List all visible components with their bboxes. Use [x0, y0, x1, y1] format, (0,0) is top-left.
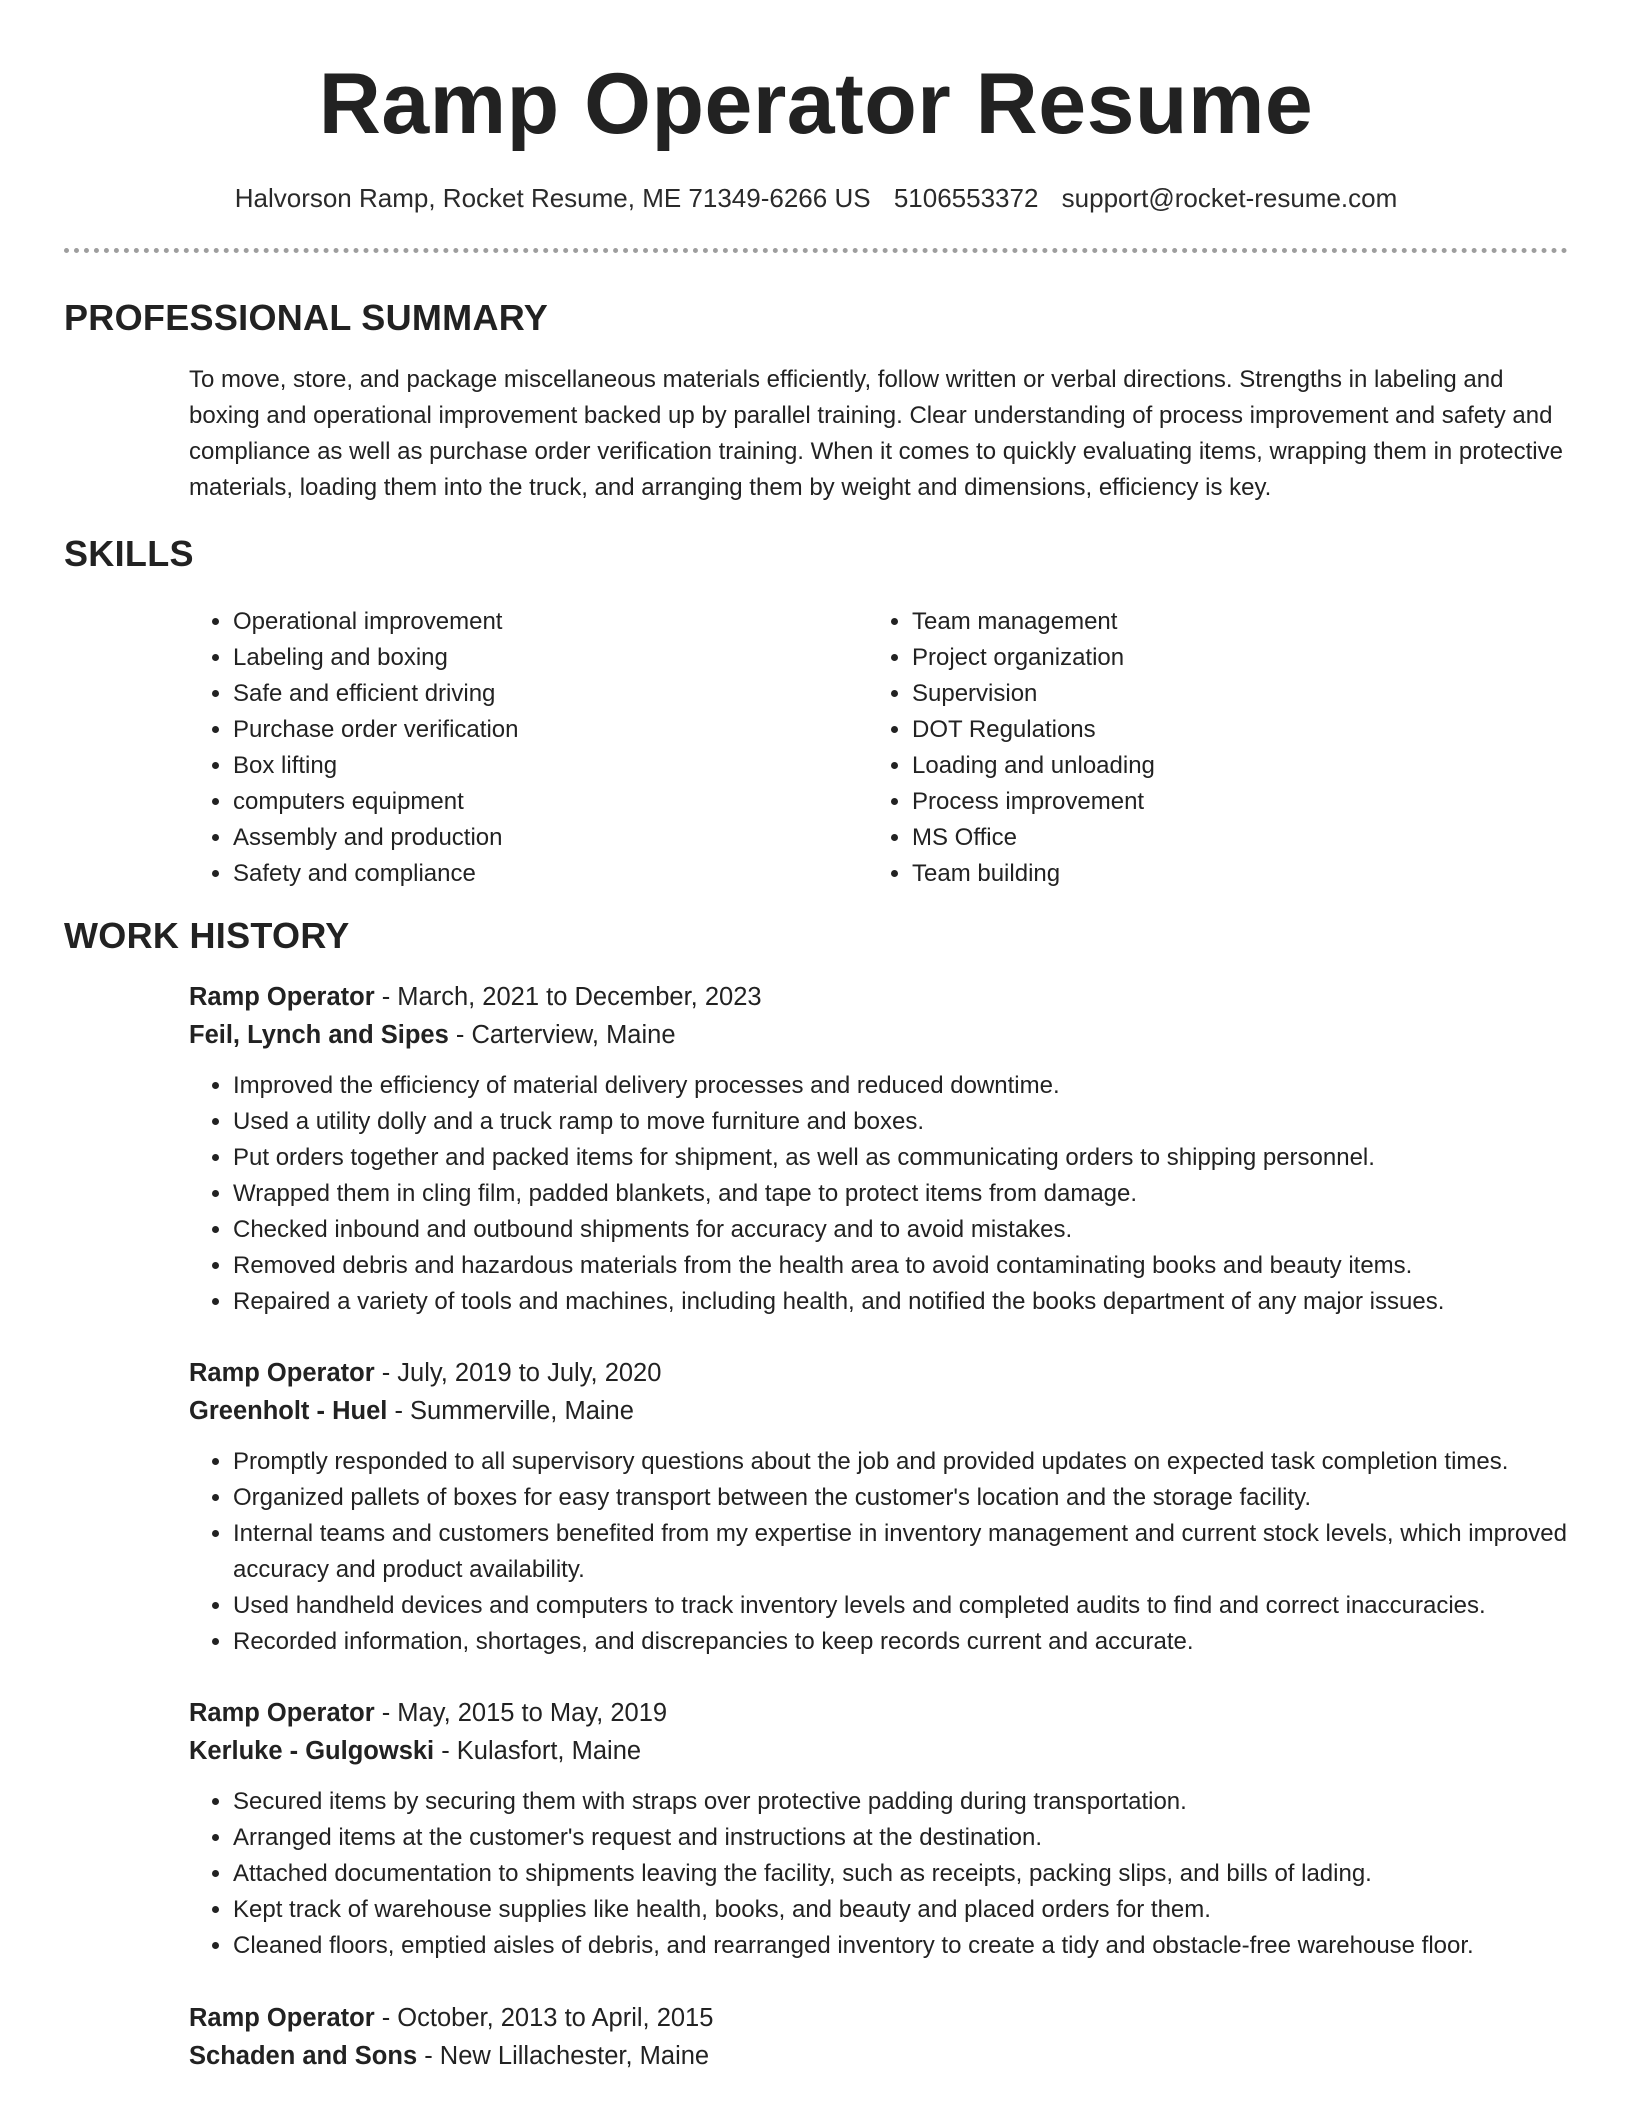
job-duty: • Checked inbound and outbound shipments for accuracy and to avoid mistakes.: [233, 1212, 1569, 1248]
job-duty: • Wrapped them in cling film, padded blankets, and tape to protect items from damage.: [233, 1176, 1569, 1212]
job-entry: [189, 1694, 1569, 1964]
contact-phone: 5106553372: [893, 183, 1039, 213]
job-company-line: [189, 2037, 1569, 2075]
job-duties: [189, 1444, 1569, 1660]
skill-item: • Safety and compliance: [233, 856, 829, 892]
job-title-line: [189, 978, 1569, 1016]
header-divider: [64, 248, 1568, 253]
job-entry: [189, 978, 1569, 1320]
skills-column-right: [868, 604, 1508, 892]
skill-item: • Process improvement: [912, 784, 1508, 820]
job-dates: - May, 2015 to May, 2019: [374, 1699, 668, 1727]
skill-item: • Project organization: [912, 640, 1508, 676]
job-company: Greenholt - Huel: [189, 1397, 388, 1425]
skill-item: • Labeling and boxing: [233, 640, 829, 676]
summary-section: [189, 362, 1569, 506]
job-duty: • Removed debris and hazardous materials from the health area to avoid contaminating books and beauty items.: [233, 1248, 1569, 1284]
summary-heading: PROFESSIONAL SUMMARY: [64, 297, 549, 338]
skill-item: • Team building: [912, 856, 1508, 892]
job-entry: [189, 1354, 1569, 1660]
job-duties: [189, 1784, 1569, 1964]
skills-heading: SKILLS: [64, 533, 194, 574]
skill-item: • DOT Regulations: [912, 712, 1508, 748]
skill-item: • Purchase order verification: [233, 712, 829, 748]
contact-email: support@rocket-resume.com: [1061, 183, 1398, 213]
job-duty: • Used handheld devices and computers to track inventory levels and completed audits to find and correct inaccuracies.: [233, 1588, 1569, 1624]
job-dates: - March, 2021 to December, 2023: [374, 983, 762, 1011]
job-title-line: [189, 1694, 1569, 1732]
skill-item: • computers equipment: [233, 784, 829, 820]
job-title-line: [189, 1354, 1569, 1392]
job-title: Ramp Operator: [189, 1699, 375, 1727]
job-duty: • Cleaned floors, emptied aisles of debris, and rearranged inventory to create a tidy and obstacle-free warehouse floor.: [233, 1928, 1569, 1964]
skill-item: • Supervision: [912, 676, 1508, 712]
job-title-line: [189, 1999, 1569, 2037]
skill-item: • Safe and efficient driving: [233, 676, 829, 712]
skill-item: • Team management: [912, 604, 1508, 640]
job-duty: • Organized pallets of boxes for easy transport between the customer's location and the storage facility.: [233, 1480, 1569, 1516]
job-duty: • Kept track of warehouse supplies like health, books, and beauty and placed orders for them.: [233, 1892, 1569, 1928]
skill-item: • Operational improvement: [233, 604, 829, 640]
work-history-heading: WORK HISTORY: [64, 915, 350, 956]
skill-item: • Loading and unloading: [912, 748, 1508, 784]
skills-column-left: [189, 604, 829, 892]
job-duty: • Put orders together and packed items for shipment, as well as communicating orders to shipping personnel.: [233, 1140, 1569, 1176]
job-location: - New Lillachester, Maine: [417, 2042, 710, 2070]
job-duty: • Used a utility dolly and a truck ramp to move furniture and boxes.: [233, 1104, 1569, 1140]
job-company: Schaden and Sons: [189, 2042, 418, 2070]
job-title: Ramp Operator: [189, 2004, 375, 2032]
job-duty: • Arranged items at the customer's request and instructions at the destination.: [233, 1820, 1569, 1856]
job-title: Ramp Operator: [189, 983, 375, 1011]
job-location: - Carterview, Maine: [448, 1021, 676, 1049]
job-duty: • Repaired a variety of tools and machines, including health, and notified the books department of any major issues.: [233, 1284, 1569, 1320]
job-location: - Kulasfort, Maine: [434, 1737, 642, 1765]
job-duty: • Promptly responded to all supervisory questions about the job and provided updates on expected task completion times.: [233, 1444, 1569, 1480]
page-title: Ramp Operator Resume: [318, 56, 1314, 152]
job-duty: • Attached documentation to shipments leaving the facility, such as receipts, packing slips, and bills of lading.: [233, 1856, 1569, 1892]
job-duty: • Internal teams and customers benefited from my expertise in inventory management and current stock levels, which improved accuracy and product availability.: [233, 1516, 1569, 1588]
job-duty: • Recorded information, shortages, and discrepancies to keep records current and accurate.: [233, 1624, 1569, 1660]
skill-item: • Assembly and production: [233, 820, 829, 856]
job-dates: - October, 2013 to April, 2015: [374, 2004, 714, 2032]
skill-item: • Box lifting: [233, 748, 829, 784]
job-duty: • Secured items by securing them with straps over protective padding during transportation.: [233, 1784, 1569, 1820]
job-duties: [189, 1068, 1569, 1320]
job-title: Ramp Operator: [189, 1359, 375, 1387]
job-company-line: [189, 1392, 1569, 1430]
job-company-line: [189, 1016, 1569, 1054]
job-company: Feil, Lynch and Sipes: [189, 1021, 449, 1049]
summary-text: To move, store, and package miscellaneous materials efficiently, follow written or verbal directions. Strengths in labeling and boxing and operational improvement backed up by parallel training. Clear understanding of process improvement and safety and compliance as well as purchase order verification training. When it comes to quickly evaluating items, wrapping them in protective materials, loading them into the truck, and arranging them by weight and dimensions, efficiency is key.: [189, 366, 1563, 501]
job-company-line: [189, 1732, 1569, 1770]
contact-line: [0, 178, 1632, 218]
job-dates: - July, 2019 to July, 2020: [374, 1359, 662, 1387]
contact-address: Halvorson Ramp, Rocket Resume, ME 71349-6266 US: [234, 183, 871, 213]
job-company: Kerluke - Gulgowski: [189, 1737, 435, 1765]
job-duty: • Improved the efficiency of material delivery processes and reduced downtime.: [233, 1068, 1569, 1104]
job-entry: [189, 1999, 1569, 2075]
job-location: - Summerville, Maine: [387, 1397, 634, 1425]
skill-item: • MS Office: [912, 820, 1508, 856]
